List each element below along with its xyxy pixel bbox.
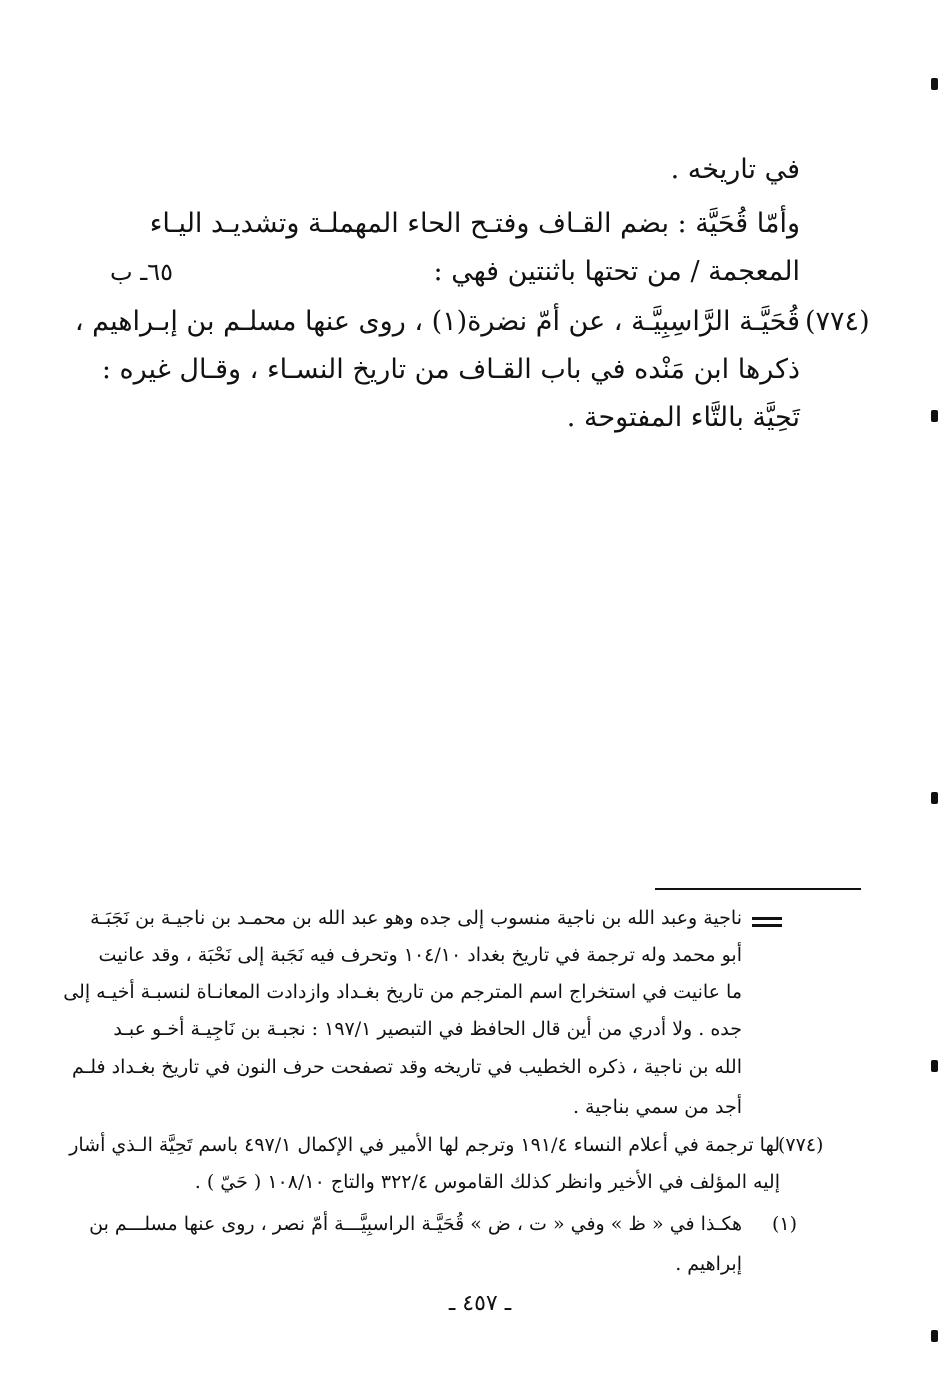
footnote-entry-label: (٧٧٤) (778, 1134, 824, 1156)
footnote-continuation-line-2: أبو محمد وله ترجمة في تاريخ بغداد ١٠٤/١٠ وتحرف فيه نَجَبة إلى نَحْبَة ، وقد عانيت (98, 944, 742, 966)
text-line-3: المعجمة / من تحتها باثنتين فهي : (433, 256, 800, 287)
footnote-continuation-line-3: ما عانيت في استخراج اسم المترجم من تاريخ بغـداد وازدادت المعانـاة لنسبـة أخيـه إلى (63, 981, 742, 1003)
footnote-continuation-line-5: الله بن ناجية ، ذكره الخطيب في تاريخه وقد تصفحت حرف النون في تاريخ بغـداد فلـم (72, 1056, 742, 1078)
footnote-continuation-line-4: جده . ولا أدري من أين قال الحافظ في التبصير ١٩٧/١ : نجبـة بن نَاجِيـة أخـو عبـد (113, 1018, 742, 1040)
scan-edge-mark (931, 410, 938, 422)
text-line-6: تَحِيَّة بالتَّاء المفتوحة . (566, 402, 800, 433)
footnote-1-line-1: هكـذا في « ظ » وفي « ت ، ض » قُحَيَّـة الراسبِيَّـــة أمّ نصر ، روى عنها مسلـــم بن (89, 1213, 742, 1235)
footnote-1-label: (١) (772, 1213, 798, 1235)
scan-edge-mark (931, 1060, 938, 1072)
manuscript-folio-marker: ٦٥ـ ب (110, 258, 174, 286)
scan-edge-mark (931, 792, 938, 804)
footnote-separator (655, 888, 861, 890)
text-line-1: في تاريخه . (670, 154, 800, 185)
page-number: ـ ٤٥٧ ـ (448, 1291, 512, 1316)
text-line-4: قُحَيَّـة الرَّاسِبِيَّـة ، عن أمّ نضرة(١) ، روى عنها مسلـم بن إبـراهيم ، (74, 306, 800, 337)
entry-number: (٧٧٤) (805, 306, 870, 337)
text-line-2: وأمّا قُحَيَّة : بضم القـاف وفتـح الحاء المهملـة وتشديـد اليـاء (149, 208, 800, 239)
footnote-continuation-line-1: ناجية وعبد الله بن ناجية منسوب إلى جده وهو عبد الله بن محمـد بن ناجيـة بن نَجَبَـة (90, 907, 742, 929)
scan-edge-mark (931, 78, 938, 90)
text-line-5: ذكرها ابن مَنْده في باب القـاف من تاريخ النسـاء ، وقـال غيره : (101, 354, 800, 385)
scan-edge-mark (931, 1330, 938, 1342)
footnote-1-line-2: إبراهيم . (675, 1253, 742, 1275)
footnote-entry-line-2: إليه المؤلف في الأخير وانظر كذلك القاموس ٣٢٢/٤ والتاج ١٠٨/١٠ ( حَيّ ) . (194, 1171, 780, 1193)
main-text-block (74, 150, 800, 440)
footnote-continuation-line-6: أجد من سمي بناجية . (572, 1096, 742, 1118)
footnote-continuation-mark (752, 917, 782, 929)
footnote-entry-line-1: لها ترجمة في أعلام النساء ١٩١/٤ وترجم لها الأمير في الإكمال ٤٩٧/١ باسم تَحِيَّة الـذي أشار (69, 1134, 780, 1156)
